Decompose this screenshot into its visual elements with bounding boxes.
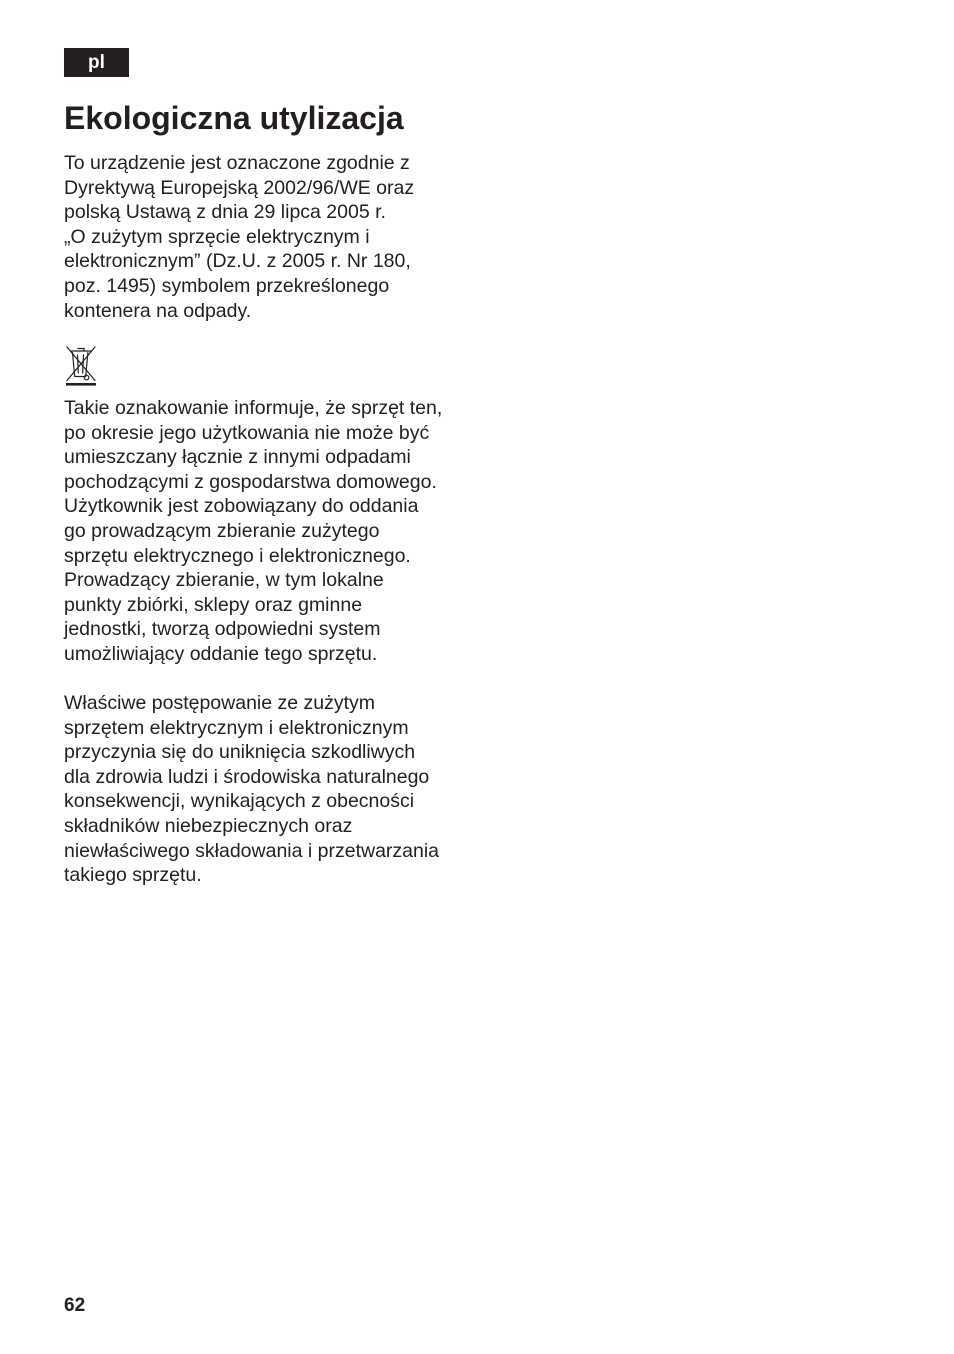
crossed-out-wheeled-bin-icon (64, 345, 98, 386)
text-line: umożliwiający oddanie tego sprzętu. (64, 642, 378, 665)
text-line: elektronicznym” (Dz.U. z 2005 r. Nr 180, (64, 250, 411, 273)
paragraph-proper-handling (64, 691, 474, 888)
text-line: poz. 1495) symbolem przekreślonego (64, 274, 390, 297)
paragraph-directive (64, 151, 474, 323)
text-line: kontenera na odpady. (64, 299, 252, 322)
text-line: umieszczany łącznie z innymi odpadami (64, 446, 411, 469)
text-line: polską Ustawą z dnia 29 lipca 2005 r. (64, 201, 386, 224)
language-tab: pl (64, 48, 129, 77)
text-line: pochodzącymi z gospodarstwa domowego. (64, 470, 437, 493)
text-line: sprzętu elektrycznego i elektronicznego. (64, 544, 411, 567)
text-line: go prowadzącym zbieranie zużytego (64, 519, 380, 542)
text-line: To urządzenie jest oznaczone zgodnie z (64, 152, 410, 174)
text-line: jednostki, tworzą odpowiedni system (64, 618, 381, 641)
text-line: po okresie jego użytkowania nie może być (64, 421, 430, 444)
text-line: Prowadzący zbieranie, w tym lokalne (64, 569, 384, 592)
text-line: Dyrektywą Europejską 2002/96/WE oraz (64, 176, 415, 199)
text-line: niewłaściwego składowania i przetwarzania (64, 839, 440, 862)
text-line: dla zdrowia ludzi i środowiska naturalnego (64, 765, 430, 788)
text-line: Takie oznakowanie informuje, że sprzęt ten, (64, 397, 443, 419)
text-line: konsekwencji, wynikających z obecności (64, 790, 415, 813)
text-line: sprzętem elektrycznym i elektronicznym (64, 716, 409, 739)
text-line: „O zużytym sprzęcie elektrycznym i (64, 225, 370, 248)
text-line: takiego sprzętu. (64, 864, 202, 887)
text-line: Właściwe postępowanie ze zużytym (64, 692, 376, 714)
text-line: Użytkownik jest zobowiązany do oddania (64, 495, 419, 518)
section-title: Ekologiczna utylizacja (64, 100, 404, 136)
paragraph-marking-info (64, 396, 474, 667)
text-line: składników niebezpiecznych oraz (64, 814, 353, 837)
page-number: 62 (64, 1295, 86, 1316)
text-line: przyczynia się do uniknięcia szkodliwych (64, 741, 416, 764)
text-line: punkty zbiórki, sklepy oraz gminne (64, 593, 363, 616)
